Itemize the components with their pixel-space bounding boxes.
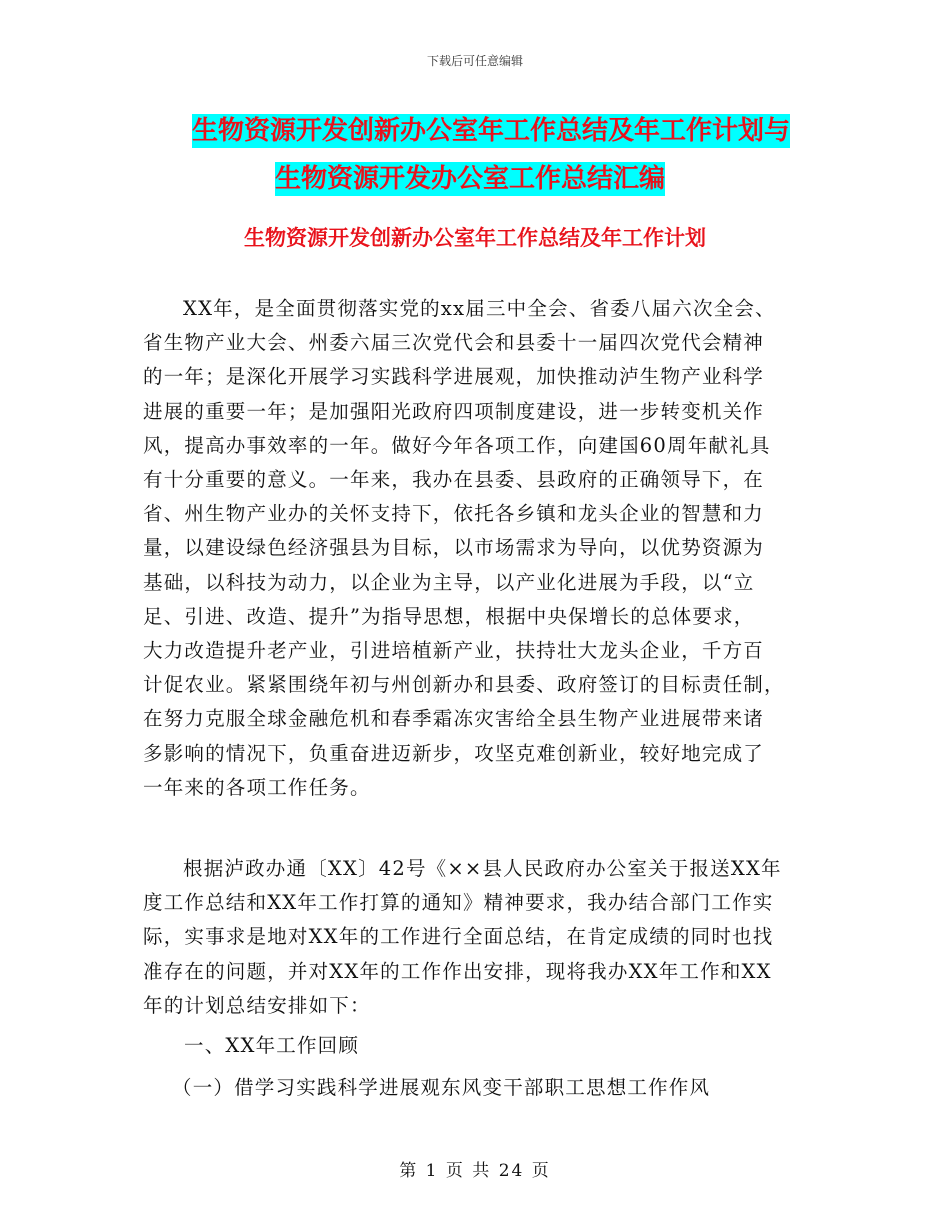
section-heading-1: 一、XX年工作回顾 <box>184 1034 360 1057</box>
paragraph-line: 根据泸政办通〔XX〕42号《××县人民政府办公室关于报送XX年 <box>183 857 782 880</box>
section-title: 生物资源开发创新办公室年工作总结及年工作计划 <box>244 226 706 250</box>
main-title-line-2: 生物资源开发办公室工作总结汇编 <box>275 164 666 194</box>
paragraph-line: 有十分重要的意义。一年来，我办在县委、县政府的正确领导下，在 <box>143 468 765 492</box>
paragraph-line: 一年来的各项工作任务。 <box>143 775 371 799</box>
paragraph-line: 量，以建设绿色经济强县为目标，以市场需求为导向，以优势资源为 <box>143 536 765 560</box>
page-footer: 第 1 页 共 24 页 <box>399 1161 551 1181</box>
paragraph-line: 度工作总结和XX年工作打算的通知》精神要求，我办结合部门工作实 <box>143 891 774 915</box>
paragraph-line: 进展的重要一年；是加强阳光政府四项制度建设，进一步转变机关作 <box>143 399 765 423</box>
main-title-line-1: 生物资源开发创新办公室年工作总结及年工作计划与 <box>192 116 791 146</box>
paragraph-1 <box>143 292 813 805</box>
paragraph-line: XX年，是全面贯彻落实党的xx届三中全会、省委八届六次全会、 <box>183 297 776 320</box>
paragraph-line: 准存在的问题，并对XX年的工作作出安排，现将我办XX年工作和XX <box>143 959 772 983</box>
paragraph-line: 省、州生物产业办的关怀支持下，依托各乡镇和龙头企业的智慧和力 <box>143 502 765 526</box>
paragraph-line: 基础，以科技为动力，以企业为主导，以产业化进展为手段，以“立 <box>143 570 755 594</box>
paragraph-line: 际，实事求是地对XX年的工作进行全面总结，在肯定成绩的同时也找 <box>143 925 774 949</box>
paragraph-line: 年的计划总结安排如下： <box>143 993 371 1017</box>
paragraph-line: 多影响的情况下，负重奋进迈新步，攻坚克难创新业，较好地完成了 <box>143 741 765 765</box>
paragraph-line: 足、引进、改造、提升”为指导思想，根据中央保增长的总体要求， <box>143 604 755 628</box>
paragraph-2 <box>143 852 813 1023</box>
paragraph-line: 在努力克服全球金融危机和春季霜冻灾害给全县生物产业进展带来诸 <box>143 707 765 731</box>
header-note: 下载后可任意编辑 <box>426 54 523 68</box>
paragraph-line: 风，提高办事效率的一年。做好今年各项工作，向建国60周年献礼具 <box>143 433 771 457</box>
paragraph-line: 大力改造提升老产业，引进培植新产业，扶持壮大龙头企业，千方百 <box>143 639 765 663</box>
section-heading-2: （一）借学习实践科学进展观东风变干部职工思想工作作风 <box>172 1076 711 1099</box>
paragraph-line: 计促农业。紧紧围绕年初与州创新办和县委、政府签订的目标责任制， <box>143 673 785 697</box>
paragraph-line: 的一年；是深化开展学习实践科学进展观，加快推动泸生物产业科学 <box>143 365 765 389</box>
paragraph-line: 省生物产业大会、州委六届三次党代会和县委十一届四次党代会精神 <box>143 331 765 355</box>
